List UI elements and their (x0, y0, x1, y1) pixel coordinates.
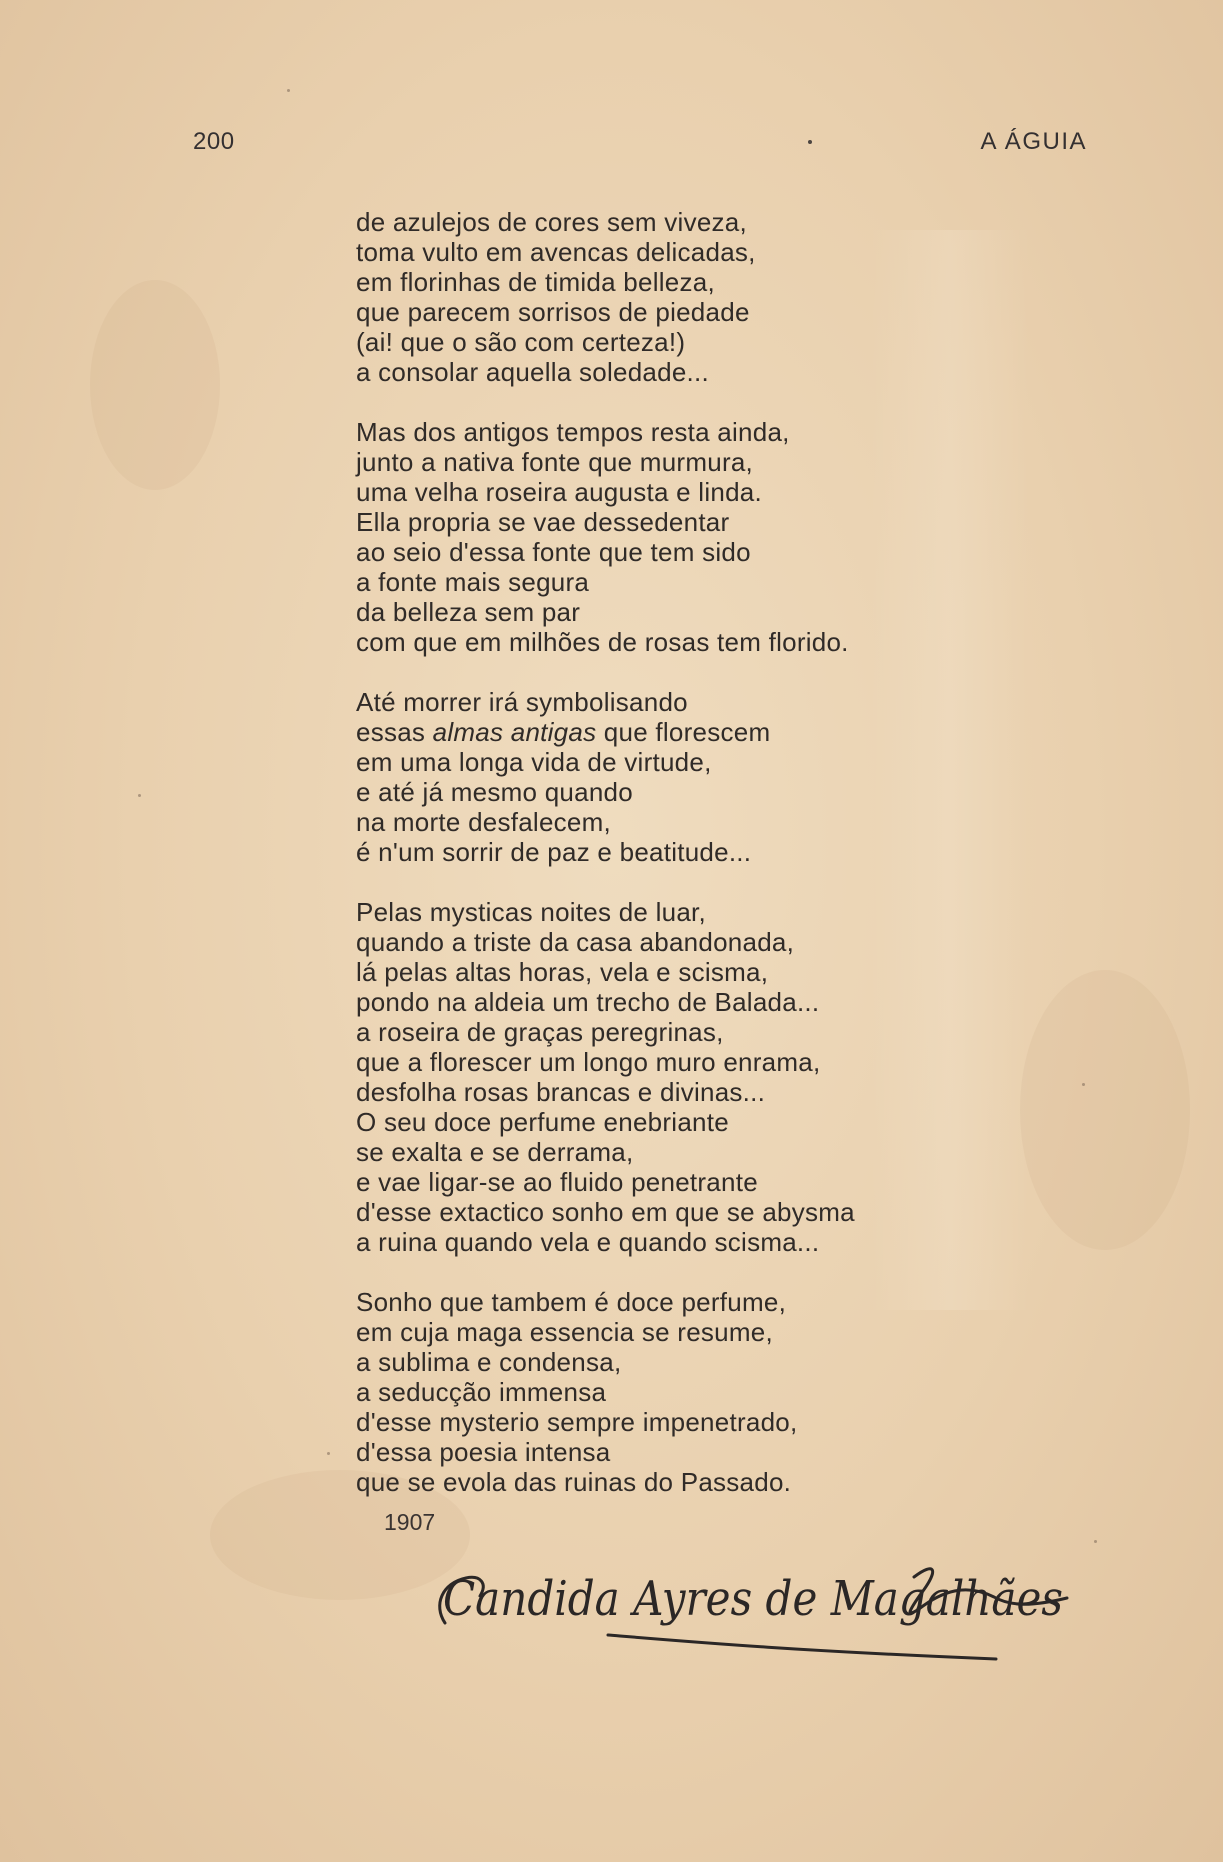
poem-line: em uma longa vida de virtude, (356, 747, 712, 777)
poem-line: pondo na aldeia um trecho de Balada... (356, 987, 820, 1017)
poem-line: na morte desfalecem, (356, 807, 612, 837)
paper-stain (1020, 970, 1190, 1250)
signature-text: Candida Ayres de Magalhães (443, 1571, 1063, 1627)
poem-line: Até morrer irá symbolisando (356, 687, 688, 717)
poem-line-prefix: essas (356, 717, 433, 747)
poem-line: que se evola das ruinas do Passado. (356, 1467, 792, 1497)
journal-title: A ÁGUIA (980, 128, 1087, 155)
page-number: 200 (193, 128, 235, 155)
poem-line: toma vulto em avencas delicadas, (356, 237, 756, 267)
poem-stanza (356, 897, 976, 1257)
page-header (0, 128, 1223, 164)
poem-line: é n'um sorrir de paz e beatitude... (356, 837, 752, 867)
poem-line-with-emphasis (356, 717, 976, 747)
poem-line: da belleza sem par (356, 597, 581, 627)
poem-line: a fonte mais segura (356, 567, 590, 597)
poem-line: a consolar aquella soledade... (356, 357, 709, 387)
poem-line: que a florescer um longo muro enrama, (356, 1047, 821, 1077)
poem-line: ao seio d'essa fonte que tem sido (356, 537, 751, 567)
poem-line: d'esse extactico sonho em que se abysma (356, 1197, 855, 1227)
signature-underline-stroke (608, 1635, 996, 1659)
paper-stain (90, 280, 220, 490)
poem-stanza (356, 1287, 976, 1497)
poem-line: se exalta e se derrama, (356, 1137, 634, 1167)
poem-line: d'essa poesia intensa (356, 1437, 611, 1467)
poem-line: com que em milhões de rosas tem florido. (356, 627, 849, 657)
poem-body (356, 207, 976, 1497)
paper-speck (327, 1452, 330, 1455)
poem-line: em florinhas de timida belleza, (356, 267, 715, 297)
poem-line: a seducção immensa (356, 1377, 607, 1407)
poem-line: e até já mesmo quando (356, 777, 633, 807)
paper-speck (1094, 1540, 1097, 1543)
author-signature (435, 1553, 1085, 1668)
poem-line: Ella propria se vae dessedentar (356, 507, 730, 537)
poem-stanza (356, 207, 976, 387)
paper-speck (138, 794, 141, 797)
poem-line: e vae ligar-se ao fluido penetrante (356, 1167, 758, 1197)
handwritten-signature-icon (435, 1553, 1085, 1668)
poem-line: lá pelas altas horas, vela e scisma, (356, 957, 769, 987)
poem-line-suffix: que florescem (596, 717, 771, 747)
poem-line: (ai! que o são com certeza!) (356, 327, 686, 357)
poem-line: a ruina quando vela e quando scisma... (356, 1227, 820, 1257)
poem-line: a roseira de graças peregrinas, (356, 1017, 724, 1047)
poem-line: Sonho que tambem é doce perfume, (356, 1287, 787, 1317)
poem-line: de azulejos de cores sem viveza, (356, 207, 747, 237)
poem-line: desfolha rosas brancas e divinas... (356, 1077, 766, 1107)
poem-stanza (356, 417, 976, 657)
poem-line: em cuja maga essencia se resume, (356, 1317, 773, 1347)
paper-speck (1082, 1083, 1085, 1086)
poem-line: Mas dos antigos tempos resta ainda, (356, 417, 790, 447)
poem-line: uma velha roseira augusta e linda. (356, 477, 762, 507)
emphasized-phrase: almas antigas (432, 717, 597, 747)
poem-line: quando a triste da casa abandonada, (356, 927, 795, 957)
poem-date: 1907 (384, 1509, 436, 1535)
poem-line: que parecem sorrisos de piedade (356, 297, 750, 327)
poem-line: d'esse mysterio sempre impenetrado, (356, 1407, 798, 1437)
poem-stanza (356, 687, 976, 867)
paper-speck (287, 89, 290, 92)
poem-line: a sublima e condensa, (356, 1347, 622, 1377)
poem-line: Pelas mysticas noites de luar, (356, 897, 706, 927)
header-dot (808, 140, 812, 144)
poem-line: junto a nativa fonte que murmura, (356, 447, 754, 477)
poem-line: O seu doce perfume enebriante (356, 1107, 729, 1137)
